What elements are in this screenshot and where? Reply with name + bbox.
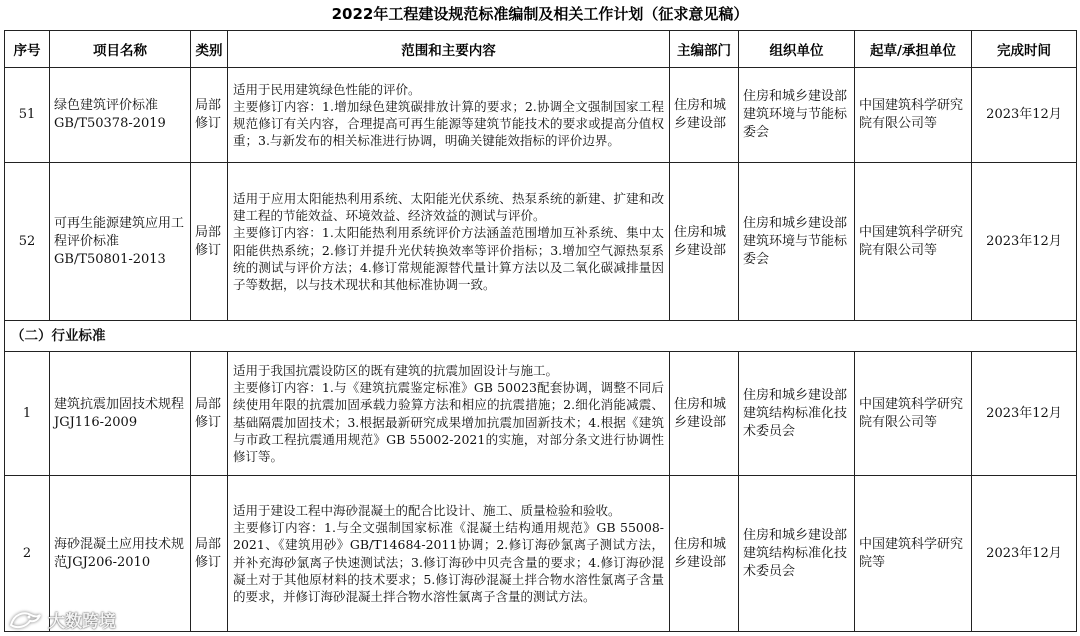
section-row — [5, 321, 1077, 352]
row-no: 1 — [5, 352, 50, 476]
row-date: 2023年12月 — [972, 352, 1077, 476]
row-no: 51 — [5, 68, 50, 163]
row-project-name: 可再生能源建筑应用工程评价标准GB/T50801-2013 — [50, 163, 191, 321]
row-date: 2023年12月 — [972, 163, 1077, 321]
row-drafter: 中国建筑科学研究院有限公司等 — [855, 352, 972, 476]
row-type: 局部修订 — [191, 163, 228, 321]
scope-line: 主要修订内容：1.与《建筑抗震鉴定标准》GB 50023配套协调，调整不同后续使用年限的抗震加固承载力验算方法和相应的抗震措施；2.细化消能减震、基础隔震加固技术；3.根据最新研究成果增加抗震加固新技术；4.根据《建筑与市政工程抗震通用规范》GB 55002-2021的实施，对部分条文进行协调性修订等。 — [233, 380, 664, 464]
row-org: 住房和城乡建设部建筑结构标准化技术委员会 — [739, 476, 855, 632]
scope-line: 适用于应用太阳能热利用系统、太阳能光伏系统、热泵系统的新建、扩建和改建工程的节能效益、环境效益、经济效益的测试与评价。 — [233, 190, 664, 224]
table-header-row — [5, 31, 1077, 68]
scope-line: 主要修订内容：1.增加绿色建筑碳排放计算的要求；2.协调全文强制国家工程规范修订有关内容，合理提高可再生能源等建筑节能技术的要求或提高分值权重；3.与新发布的相关标准进行协调，明确关键能效指标的评价边界。 — [233, 98, 664, 149]
row-org: 住房和城乡建设部建筑环境与节能标委会 — [739, 68, 855, 163]
row-drafter: 中国建筑科学研究院等 — [855, 476, 972, 632]
watermark-text: 大数跨境 — [48, 612, 116, 632]
header-dept: 主编部门 — [670, 31, 739, 68]
row-date: 2023年12月 — [972, 68, 1077, 163]
table-row — [5, 163, 1077, 321]
row-drafter: 中国建筑科学研究院有限公司等 — [855, 163, 972, 321]
table-row — [5, 68, 1077, 163]
table-row — [5, 476, 1077, 632]
row-dept: 住房和城乡建设部 — [670, 352, 739, 476]
row-scope — [228, 352, 670, 476]
row-type: 局部修订 — [191, 352, 228, 476]
scope-line: 适用于我国抗震设防区的既有建筑的抗震加固设计与施工。 — [233, 362, 559, 378]
header-type: 类别 — [191, 31, 228, 68]
row-no: 52 — [5, 163, 50, 321]
header-date: 完成时间 — [972, 31, 1077, 68]
scope-line: 适用于建设工程中海砂混凝土的配合比设计、施工、质量检验和验收。 — [233, 502, 621, 518]
row-scope — [228, 68, 670, 163]
section-heading: （二）行业标准 — [5, 321, 1077, 352]
row-scope — [228, 476, 670, 632]
row-org: 住房和城乡建设部建筑环境与节能标委会 — [739, 163, 855, 321]
row-dept: 住房和城乡建设部 — [670, 163, 739, 321]
scope-line: 主要修订内容：1.与全文强制国家标准《混凝土结构通用规范》GB 55008-2021、《建筑用砂》GB/T14684-2011协调；2.修订海砂氯离子测试方法，并补充海砂氯离子快速测试法；3.修订海砂中贝壳含量的要求；4.修订海砂混凝土对于其他原材料的技术要求；5.修订海砂混凝土拌合物水溶性氯离子含量的要求，并修订海砂混凝土拌合物水溶性氯离子含量的测试方法。 — [233, 520, 664, 604]
row-org: 住房和城乡建设部建筑结构标准化技术委员会 — [739, 352, 855, 476]
document-title: 2022年工程建设规范标准编制及相关工作计划（征求意见稿） — [331, 5, 749, 23]
row-no: 2 — [5, 476, 50, 632]
header-scope: 范围和主要内容 — [228, 31, 670, 68]
header-drafter: 起草/承担单位 — [855, 31, 972, 68]
row-project-name: 建筑抗震加固技术规程JGJ116-2009 — [50, 352, 191, 476]
row-drafter: 中国建筑科学研究院有限公司等 — [855, 68, 972, 163]
header-org: 组织单位 — [739, 31, 855, 68]
row-type: 局部修订 — [191, 476, 228, 632]
row-project-name: 绿色建筑评价标准GB/T50378-2019 — [50, 68, 191, 163]
watermark — [8, 607, 116, 632]
header-no: 序号 — [5, 31, 50, 68]
table-row — [5, 352, 1077, 476]
row-dept: 住房和城乡建设部 — [670, 476, 739, 632]
scope-line: 适用于民用建筑绿色性能的评价。 — [233, 81, 421, 97]
plan-table — [4, 30, 1077, 632]
header-name: 项目名称 — [50, 31, 191, 68]
scope-line: 主要修订内容：1.太阳能热利用系统评价方法涵盖范围增加互补系统、集中太阳能供热系统；2.修订并提升光伏转换效率等评价指标；3.增加空气源热泵系统的测试与评价方法；4.修订常规能源替代量计算方法以及二氧化碳减排量因子等数据，以与技术现状和其他标准协调一致。 — [233, 225, 664, 292]
row-scope — [228, 163, 670, 321]
row-project-name: 海砂混凝土应用技术规范JGJ206-2010 — [50, 476, 191, 632]
row-dept: 住房和城乡建设部 — [670, 68, 739, 163]
row-date: 2023年12月 — [972, 476, 1077, 632]
row-type: 局部修订 — [191, 68, 228, 163]
bird-logo-icon — [8, 608, 42, 632]
